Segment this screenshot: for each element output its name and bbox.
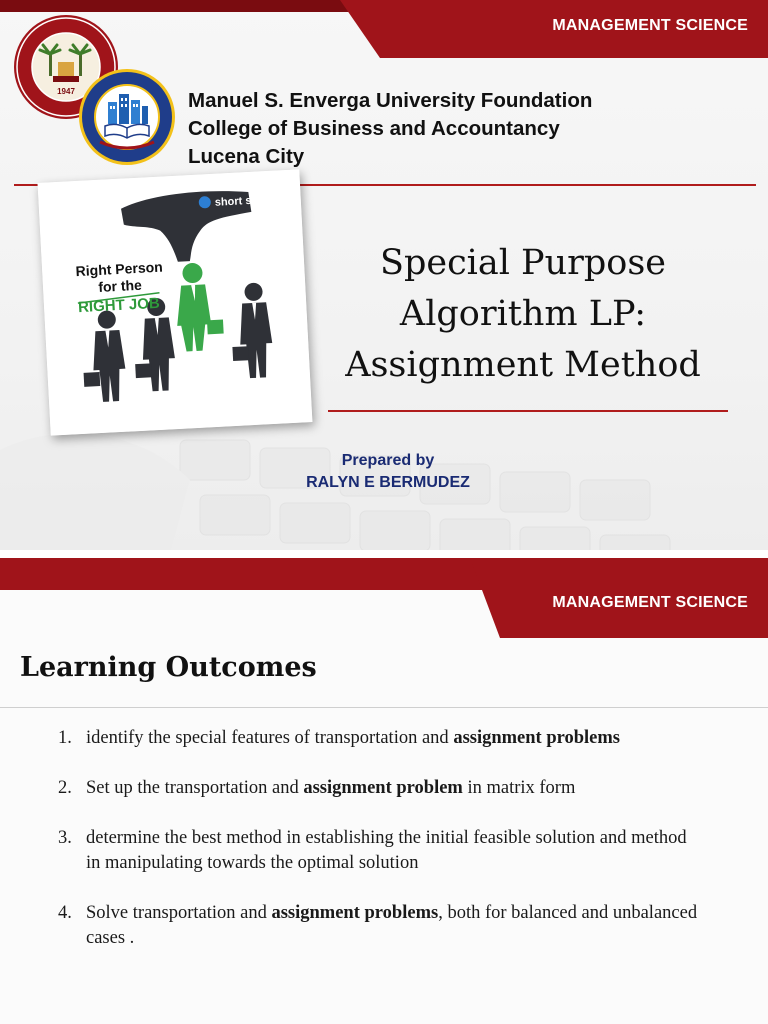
slide-gap: [0, 550, 768, 558]
briefcase-icon: [135, 363, 152, 378]
title-line1: Special Purpose: [379, 243, 667, 283]
image-caption-highlight: RIGHT JOB: [77, 294, 161, 317]
image-caption-line1: Right Person: [75, 258, 164, 280]
list-item: [58, 901, 698, 951]
logo-text: short stin: [214, 194, 266, 209]
list-bold: assignment problem: [303, 778, 463, 798]
list-number: 3.: [58, 828, 72, 848]
briefcase-icon: [84, 372, 101, 387]
section-heading: Learning Outcomes: [20, 652, 317, 683]
list-text: Solve transportation and: [86, 903, 272, 923]
msu-seal-year: 1947: [57, 87, 75, 96]
right-person-image: [38, 169, 313, 435]
list-item: [58, 776, 698, 801]
image-caption: [64, 258, 176, 298]
institution-block: [188, 87, 592, 171]
list-text-end: in matrix form: [462, 778, 576, 798]
list-number: 1.: [58, 728, 72, 748]
list-text-end: , both for balanced and unbalanced cases .: [86, 903, 698, 948]
list-text: identify the special features of transportation and: [86, 728, 454, 748]
slide-title: [318, 238, 728, 391]
title-line3: Assignment Method: [345, 345, 701, 385]
outcomes-list: [58, 726, 698, 976]
cba-seal-icon: [78, 68, 176, 166]
image-caption-line2: for the: [97, 276, 143, 295]
list-bold: assignment problems: [271, 903, 439, 923]
prepared-by-block: [268, 450, 508, 494]
list-item: [58, 826, 698, 876]
list-number: 2.: [58, 778, 72, 798]
list-number: 4.: [58, 903, 72, 923]
outcomes-slide: [0, 558, 768, 1024]
college-name: College of Business and Accountancy: [188, 117, 560, 140]
header-label: MANAGEMENT SCIENCE: [552, 17, 748, 34]
list-bold: assignment problems: [453, 728, 621, 748]
prepared-by-label: Prepared by: [341, 452, 435, 469]
list-item: [58, 726, 698, 751]
city-name: Lucena City: [188, 145, 305, 168]
list-text: Set up the transportation and: [86, 778, 304, 798]
author-name: RALYN E BERMUDEZ: [306, 474, 470, 491]
title-divider: [328, 410, 728, 412]
heading-divider: [0, 707, 768, 708]
title-line2: Algorithm LP:: [399, 294, 647, 334]
header-label: MANAGEMENT SCIENCE: [552, 594, 748, 611]
institution-name: Manuel S. Enverga University Foundation: [188, 89, 593, 112]
list-text: determine the best method in establishing the initial feasible solution and method in manipulating towards the optimal solution: [86, 828, 687, 873]
briefcase-icon: [232, 346, 249, 361]
